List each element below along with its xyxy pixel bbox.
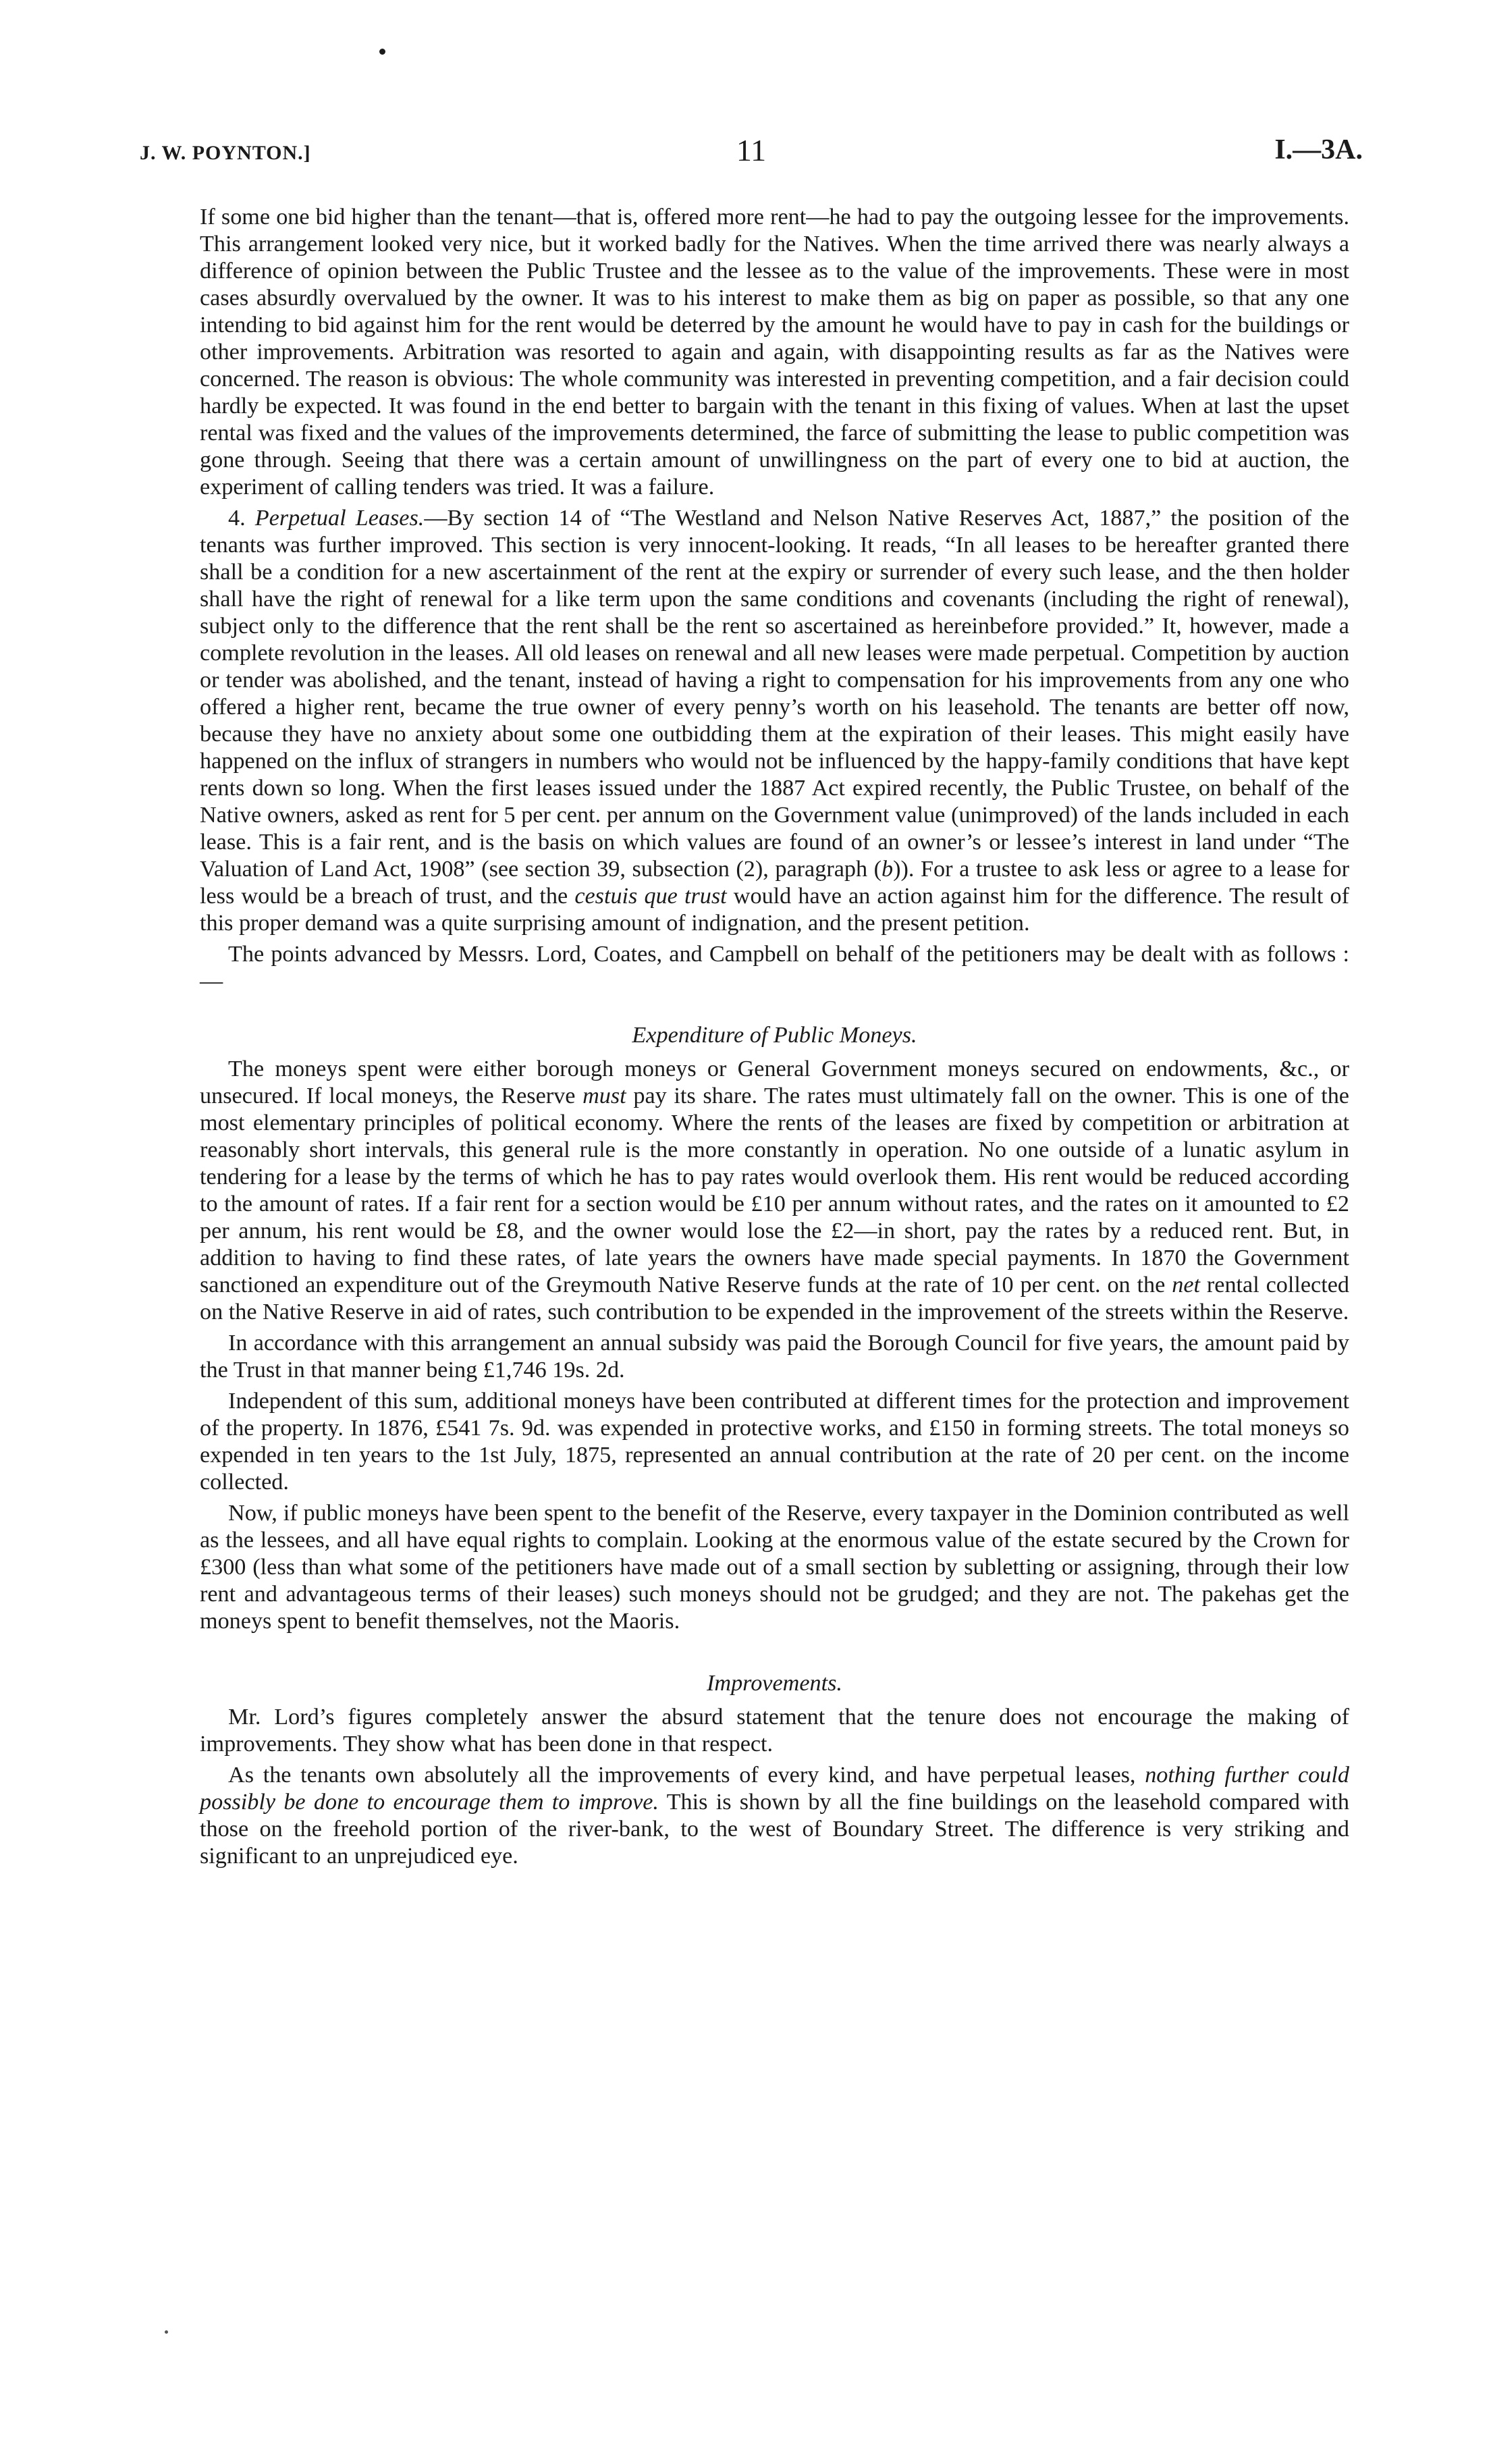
page-number: 11 xyxy=(736,133,767,167)
paragraph-annual-subsidy: In accordance with this arrangement an annual subsidy was paid the Borough Council for five years, the amount paid by the Trust in that manner being £1,746 19s. 2d. xyxy=(200,1331,1349,1383)
perpetual-leases-heading: Perpetual Leases. xyxy=(254,506,425,531)
document-reference: I.—3A. xyxy=(1274,134,1363,165)
paragraph-tenants-own: As the tenants own absolutely all the improvements of every kind, and have perpetual leases, nothing further could possibly be done to encourage them to improve. This is shown by all the fine buildings on the leasehold compared with those on the freehold portion of the river-bank, to the west of Boundary Street. The difference is very striking and significant to an unprejudiced eye. xyxy=(200,1763,1350,1869)
paragraph-moneys-spent: The moneys spent were either borough moneys or General Government moneys secured on endowments, &c., or unsecured. If local moneys, the Reserve must pay its share. The rates must ultimately fall on the owner. This is one of the most elementary principles of political economy. Where the rents of the leases are fixed by competition or arbitration at reasonably short intervals, this general rule is the more constantly in operation. No one outside of a lunatic asylum in tendering for a lease by the terms of which he has to pay rates would overlook them. His rent would be reduced according to the amount of rates. If a fair rent for a section would be £10 per annum without rates, and the rates on it amounted to £2 per annum, his rent would be £8, and the owner would lose the £2—in short, pay the rates by a reduced rent. But, in addition to having to find these rates, of late years the owners have made special payments. In 1870 the Government sanctioned an expenditure out of the Greymouth Native Reserve funds at the rate of 10 per cent. on the net rental collected on the Native Reserve in aid of rates, such contribution to be expended in the improvement of the streets within the Reserve. xyxy=(200,1056,1350,1324)
paragraph-lords-figures: Mr. Lord’s figures completely answer the absurd statement that the tenure does not encourage the making of improvements. They show what has been done in that respect. xyxy=(200,1705,1349,1757)
header-author: J. W. POYNTON.] xyxy=(140,142,311,164)
ink-dot xyxy=(379,49,385,55)
section-heading-improvements: Improvements. xyxy=(707,1671,842,1696)
paragraph-points-advanced: The points advanced by Messrs. Lord, Coates, and Campbell on behalf of the petitioners may be dealt with as follows :— xyxy=(200,942,1349,994)
paragraph-tenant-improvements: If some one bid higher than the tenant—that is, offered more rent—he had to pay the outgoing lessee for the improvements. This arrangement looked very nice, but it worked badly for the Natives. When the time arrived there was nearly always a difference of opinion between the Public Trustee and the lessee as to the value of the improvements. These were in most cases absurdly overvalued by the owner. It was to his interest to make them as big on paper as possible, so that any one intending to bid against him for the rent would be deterred by the amount he would have to pay in cash for the buildings or other improvements. Arbitration was resorted to again and again, with disappointing results as far as the Natives were concerned. The reason is obvious: The whole community was interested in preventing competition, and a fair decision could hardly be expected. It was found in the end better to bargain with the tenant in this fixing of values. When at last the upset rental was fixed and the values of the improvements determined, the farce of submitting the lease to public competition was gone through. Seeing that there was a certain amount of unwillingness on the part of every one to bid at auction, the experiment of calling tenders was tried. It was a failure. xyxy=(200,205,1349,500)
paragraph-public-moneys: Now, if public moneys have been spent to the benefit of the Reserve, every taxpayer in the Dominion contributed as well as the lessees, and all have equal rights to complain. Looking at the enormous value of the estate secured by the Crown for £300 (less than what some of the petitioners have made out of a small section by subletting or assigning, through their low rent and advantageous terms of their leases) such moneys should not be grudged; and they are not. The pakehas get the moneys spent to benefit themselves, not the Maoris. xyxy=(200,1501,1349,1634)
body-text xyxy=(200,204,1349,1874)
paragraph-additional-moneys: Independent of this sum, additional moneys have been contributed at different times for the protection and improvement of the property. In 1876, £541 7s. 9d. was expended in protective works, and £150 in forming streets. The total moneys so expended in ten years to the 1st July, 1875, represented an annual contribution at the rate of 20 per cent. on the income collected. xyxy=(200,1389,1349,1495)
page-header xyxy=(140,132,1363,173)
section-heading-expenditure: Expenditure of Public Moneys. xyxy=(632,1023,917,1048)
ink-speck xyxy=(165,2330,168,2334)
paragraph-perpetual-leases: 4. Perpetual Leases.—By section 14 of “The Westland and Nelson Native Reserves Act, 1887,” the position of the tenants was further improved. This section is very innocent-looking. It reads, “In all leases to be hereafter granted there shall be a condition for a new ascertainment of the rent at the expiry or surrender of every such lease, and the then holder shall have the right of renewal for a like term upon the same conditions and covenants (including the right of renewal), subject only to the difference that the rent shall be the rent so ascertained as hereinbefore provided.” It, however, made a complete revolution in the leases. All old leases on renewal and all new leases were made perpetual. Competition by auction or tender was abolished, and the tenant, instead of having a right to compensation for his improvements from any one who offered a higher rent, became the true owner of every penny’s worth on his leasehold. The tenants are better off now, because they have no anxiety about some one outbidding them at the expiration of their leases. This might easily have happened on the influx of strangers in numbers who would not be influenced by the happy-family conditions that have kept rents down so long. When the first leases issued under the 1887 Act expired recently, the Public Trustee, on behalf of the Native owners, asked as rent for 5 per cent. per annum on the Government value (unimproved) of the lands included in each lease. This is a fair rent, and is the basis on which values are found of an owner’s or lessee’s interest in land under “The Valuation of Land Act, 1908” (see section 39, subsection (2), paragraph (b)). For a trustee to ask less or agree to a lease for less would be a breach of trust, and the cestuis que trust would have an action against him for the difference. The result of this proper demand was a quite surprising amount of indignation, and the present petition. xyxy=(200,506,1350,936)
